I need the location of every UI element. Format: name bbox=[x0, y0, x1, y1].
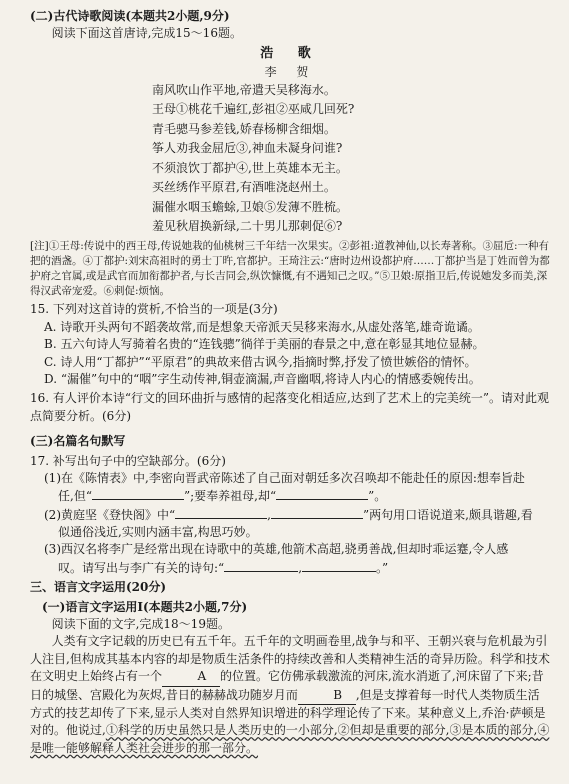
poem-line: 青毛骢马参差钱,娇春杨柳含细烟。 bbox=[152, 121, 336, 136]
question-16: 16. 有人评价本诗“行文的回环曲折与感情的起落变化相适应,达到了艺术上的完美统一”。请对此观点简要分析。(6分) bbox=[30, 391, 549, 423]
poem-line: 羞见秋眉换新绿,二十男儿那刺促⑥? bbox=[152, 219, 343, 234]
poem-body bbox=[30, 81, 551, 237]
question-15 bbox=[30, 301, 551, 388]
blank-b[interactable]: B bbox=[298, 687, 356, 705]
option-d: D. “漏催”句中的“咽”字生动传神,铜壶滴漏,声音幽咽,将诗人内心的情感委婉传出。 bbox=[44, 371, 481, 386]
poem-line: 买丝绣作平原君,有酒唯浇赵州土。 bbox=[152, 180, 336, 195]
answer-blank[interactable] bbox=[271, 506, 363, 519]
answer-blank[interactable] bbox=[302, 559, 376, 572]
poem-title: 浩 歌 bbox=[260, 45, 321, 61]
question-stem: 15. 下列对这首诗的赏析,不恰当的一项是(3分) bbox=[30, 302, 278, 317]
poem-line: 南风吹山作平地,帝遣天吴移海水。 bbox=[152, 83, 336, 98]
underlined-sentence-4: ④是唯一能够解释人类社会进步的那一部分。 bbox=[30, 723, 550, 755]
item-3: (3)西汉名将李广是经常出现在诗歌中的英雄,他箭术高超,骁勇善战,但却时乖运蹇,令人感 叹。请写出与李广有关的诗句:“ , 。” bbox=[44, 542, 509, 575]
answer-blank[interactable] bbox=[276, 487, 368, 500]
underlined-sentence-1: ①科学的历史虽然只是人类历史的一小部分, bbox=[105, 723, 338, 738]
section-heading-poetry: (二)古代诗歌阅读(本题共2小题,9分) bbox=[30, 9, 230, 23]
blank-a[interactable]: A bbox=[162, 668, 220, 686]
poem-line: 王母①桃花千遍红,彭祖②巫咸几回死? bbox=[152, 102, 355, 117]
poem-line: 漏催水咽玉蟾蜍,卫娘⑤发薄不胜梳。 bbox=[152, 199, 348, 214]
option-a: A. 诗歌开头两句不蹈袭故常,而是想象天帝派天吴移来海水,从虚处落笔,雄奇诡谲。 bbox=[44, 319, 480, 334]
poem-line: 筝人劝我金屈卮③,神血未凝身问谁? bbox=[152, 141, 343, 156]
item-1: (1)在《陈情表》中,李密向晋武帝陈述了自己面对朝廷多次召唤却不能赴任的原因:想奉旨赴 任,但“ ”;要奉养祖母,却“ ”。 bbox=[44, 470, 525, 504]
underlined-sentence-3: ③是本质的部分, bbox=[449, 723, 538, 738]
poem-instructions: 阅读下面这首唐诗,完成15～16题。 bbox=[51, 26, 242, 41]
item-2: (2)黄庭坚《登快阁》中“ , ”两句用口语说道来,颇具谐趣,看 似通俗浅近,实则内涵丰富,构思巧妙。 bbox=[44, 507, 533, 540]
poem-author: 李 贺 bbox=[264, 64, 317, 79]
question-stem: 17. 补写出句子中的空缺部分。(6分) bbox=[30, 453, 226, 468]
option-c: C. 诗人用“丁都护”“平原君”的典故来借古讽今,指摘时弊,抒发了愤世嫉俗的情怀。 bbox=[44, 354, 477, 369]
option-b: B. 五六句诗人写骑着名贵的“连钱骢”徜徉于美丽的春景之中,意在彰显其地位显赫。 bbox=[44, 337, 485, 352]
answer-blank[interactable] bbox=[224, 559, 298, 572]
section-heading-language: 三、语言文字运用(20分) bbox=[30, 580, 167, 595]
answer-blank[interactable] bbox=[175, 506, 267, 519]
underlined-sentence-2: ②但却是重要的部分, bbox=[337, 723, 450, 738]
passage-instructions: 阅读下面的文字,完成18～19题。 bbox=[51, 617, 230, 632]
subsection-heading: (一)语言文字运用Ⅰ(本题共2小题,7分) bbox=[42, 599, 248, 614]
poem-footnotes: [注]①王母:传说中的西王母,传说她栽的仙桃树三千年结一次果实。②彭祖:道教神仙,以长寿著称。③屈卮:一种有把的酒盏。④丁都护:刘宋高祖时的勇士丁旿,官都护。王琦注云:“唐时边州设都护府……丁都护当是丁姓而曾为都护府之官属,或是武官而加衔都护者,与长吉同会,纵饮慷慨,有不遇知己之叹。”⑤卫娘:原指卫后,传说她发多而美,深得汉武帝宠爱。⑥刺促:烦恼。 bbox=[30, 239, 550, 298]
poem-line: 不须浪饮丁都护④,世上英雄本无主。 bbox=[152, 160, 348, 175]
section-heading-recitation: (三)名篇名句默写 bbox=[30, 434, 126, 449]
reading-passage: 人类有文字记载的历史已有五千年。五千年的文明画卷里,战争与和平、王朝兴衰与危机最为引人注目,但构成其基本内容的却是物质生活条件的持续改善和人类精神生活的奇异历险。科学和技术在文明史上始终占有一个 A 的位置。它仿佛承载激流的河床,流水消逝了,河床留了下来;昔日的城堡、宫殿化为灰烬,昔日的赫赫战功随岁月而 B ,但是支撑着每一时代人类物质生活方式的技艺却传了下来,显示人类对自然界知识增进的科学理论传了下来。某种意义上,乔治·萨顿是对的。他说过,①科学的历史虽然只是人类历史的一小部分,②但却是重要的部分,③是本质的部分,④是唯一能够解释人类社会进步的那一部分。 bbox=[30, 634, 550, 755]
answer-blank[interactable] bbox=[92, 487, 184, 500]
question-17 bbox=[30, 453, 551, 578]
